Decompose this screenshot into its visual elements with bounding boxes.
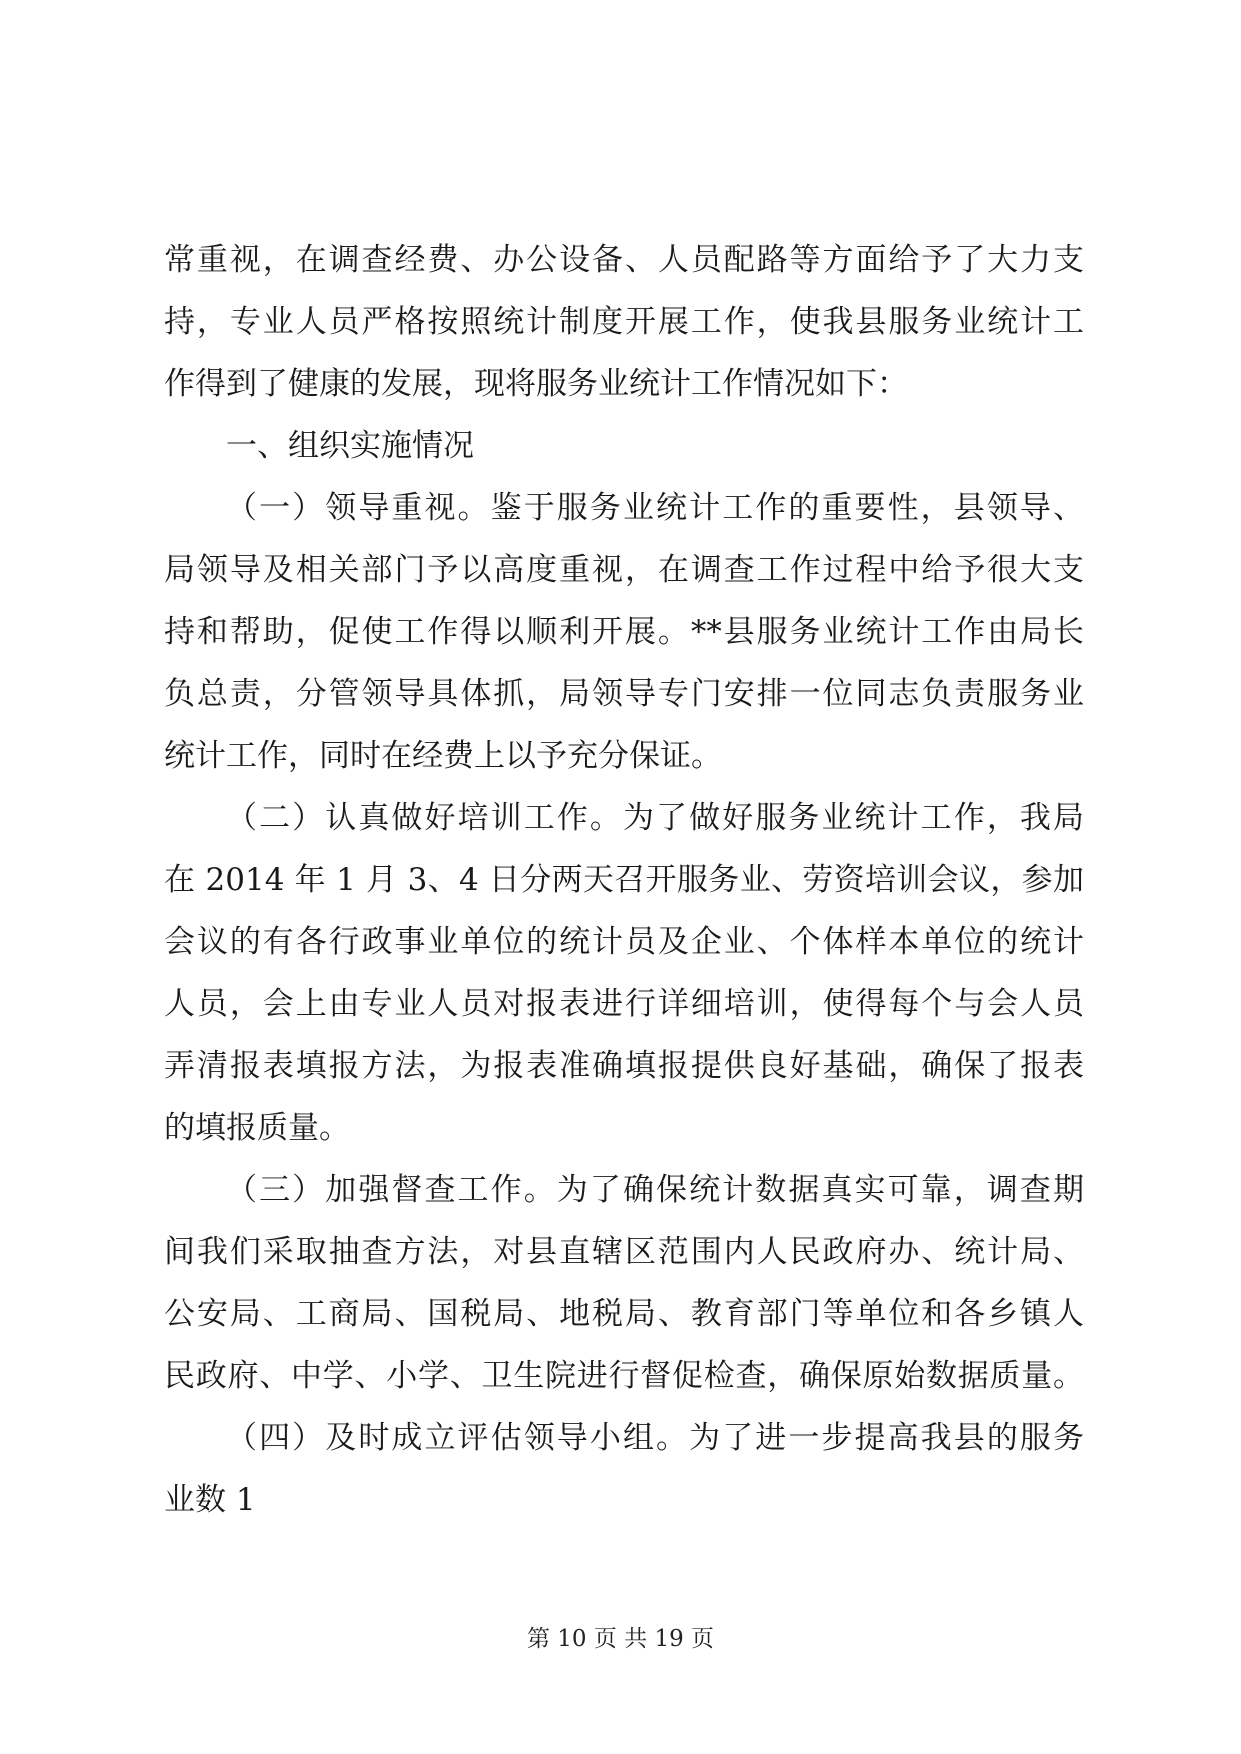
text-line: 业数 1	[164, 1482, 256, 1518]
text-line: 间我们采取抽查方法，对县直辖区范围内人民政府办、统计局、	[164, 1234, 1084, 1270]
text-line: （一）领导重视。鉴于服务业统计工作的重要性，县领导、	[226, 490, 1084, 526]
text-line: 公安局、工商局、国税局、地税局、教育部门等单位和各乡镇人	[164, 1296, 1084, 1332]
text-line: 作得到了健康的发展，现将服务业统计工作情况如下：	[164, 366, 908, 402]
text-line: 在 2014 年 1 月 3、4 日分两天召开服务业、劳资培训会议，参加	[164, 862, 1084, 898]
text-line: （二）认真做好培训工作。为了做好服务业统计工作，我局	[226, 800, 1084, 836]
text-line: 负总责，分管领导具体抓，局领导专门安排一位同志负责服务业	[164, 676, 1084, 712]
text-line: 会议的有各行政事业单位的统计员及企业、个体样本单位的统计	[164, 924, 1084, 960]
text-line: 持和帮助，促使工作得以顺利开展。**县服务业统计工作由局长	[164, 614, 1084, 650]
document-body	[164, 229, 1084, 1531]
text-line: （四）及时成立评估领导小组。为了进一步提高我县的服务	[226, 1420, 1084, 1456]
text-line: 持，专业人员严格按照统计制度开展工作，使我县服务业统计工	[164, 304, 1084, 340]
page-number-label: 第 10 页 共 19 页	[526, 1626, 715, 1652]
text-line: 民政府、中学、小学、卫生院进行督促检查，确保原始数据质量。	[164, 1358, 1084, 1394]
text-line: 常重视，在调查经费、办公设备、人员配路等方面给予了大力支	[164, 242, 1084, 278]
text-line: 局领导及相关部门予以高度重视，在调查工作过程中给予很大支	[164, 552, 1084, 588]
page-footer	[0, 1620, 1241, 1653]
text-line: 人员，会上由专业人员对报表进行详细培训，使得每个与会人员	[164, 986, 1084, 1022]
text-line: （三）加强督查工作。为了确保统计数据真实可靠，调查期	[226, 1172, 1084, 1208]
text-line: 一、组织实施情况	[226, 428, 474, 464]
text-line: 弄清报表填报方法，为报表准确填报提供良好基础，确保了报表	[164, 1048, 1084, 1084]
text-line: 统计工作，同时在经费上以予充分保证。	[164, 738, 722, 774]
text-line: 的填报质量。	[164, 1110, 350, 1146]
